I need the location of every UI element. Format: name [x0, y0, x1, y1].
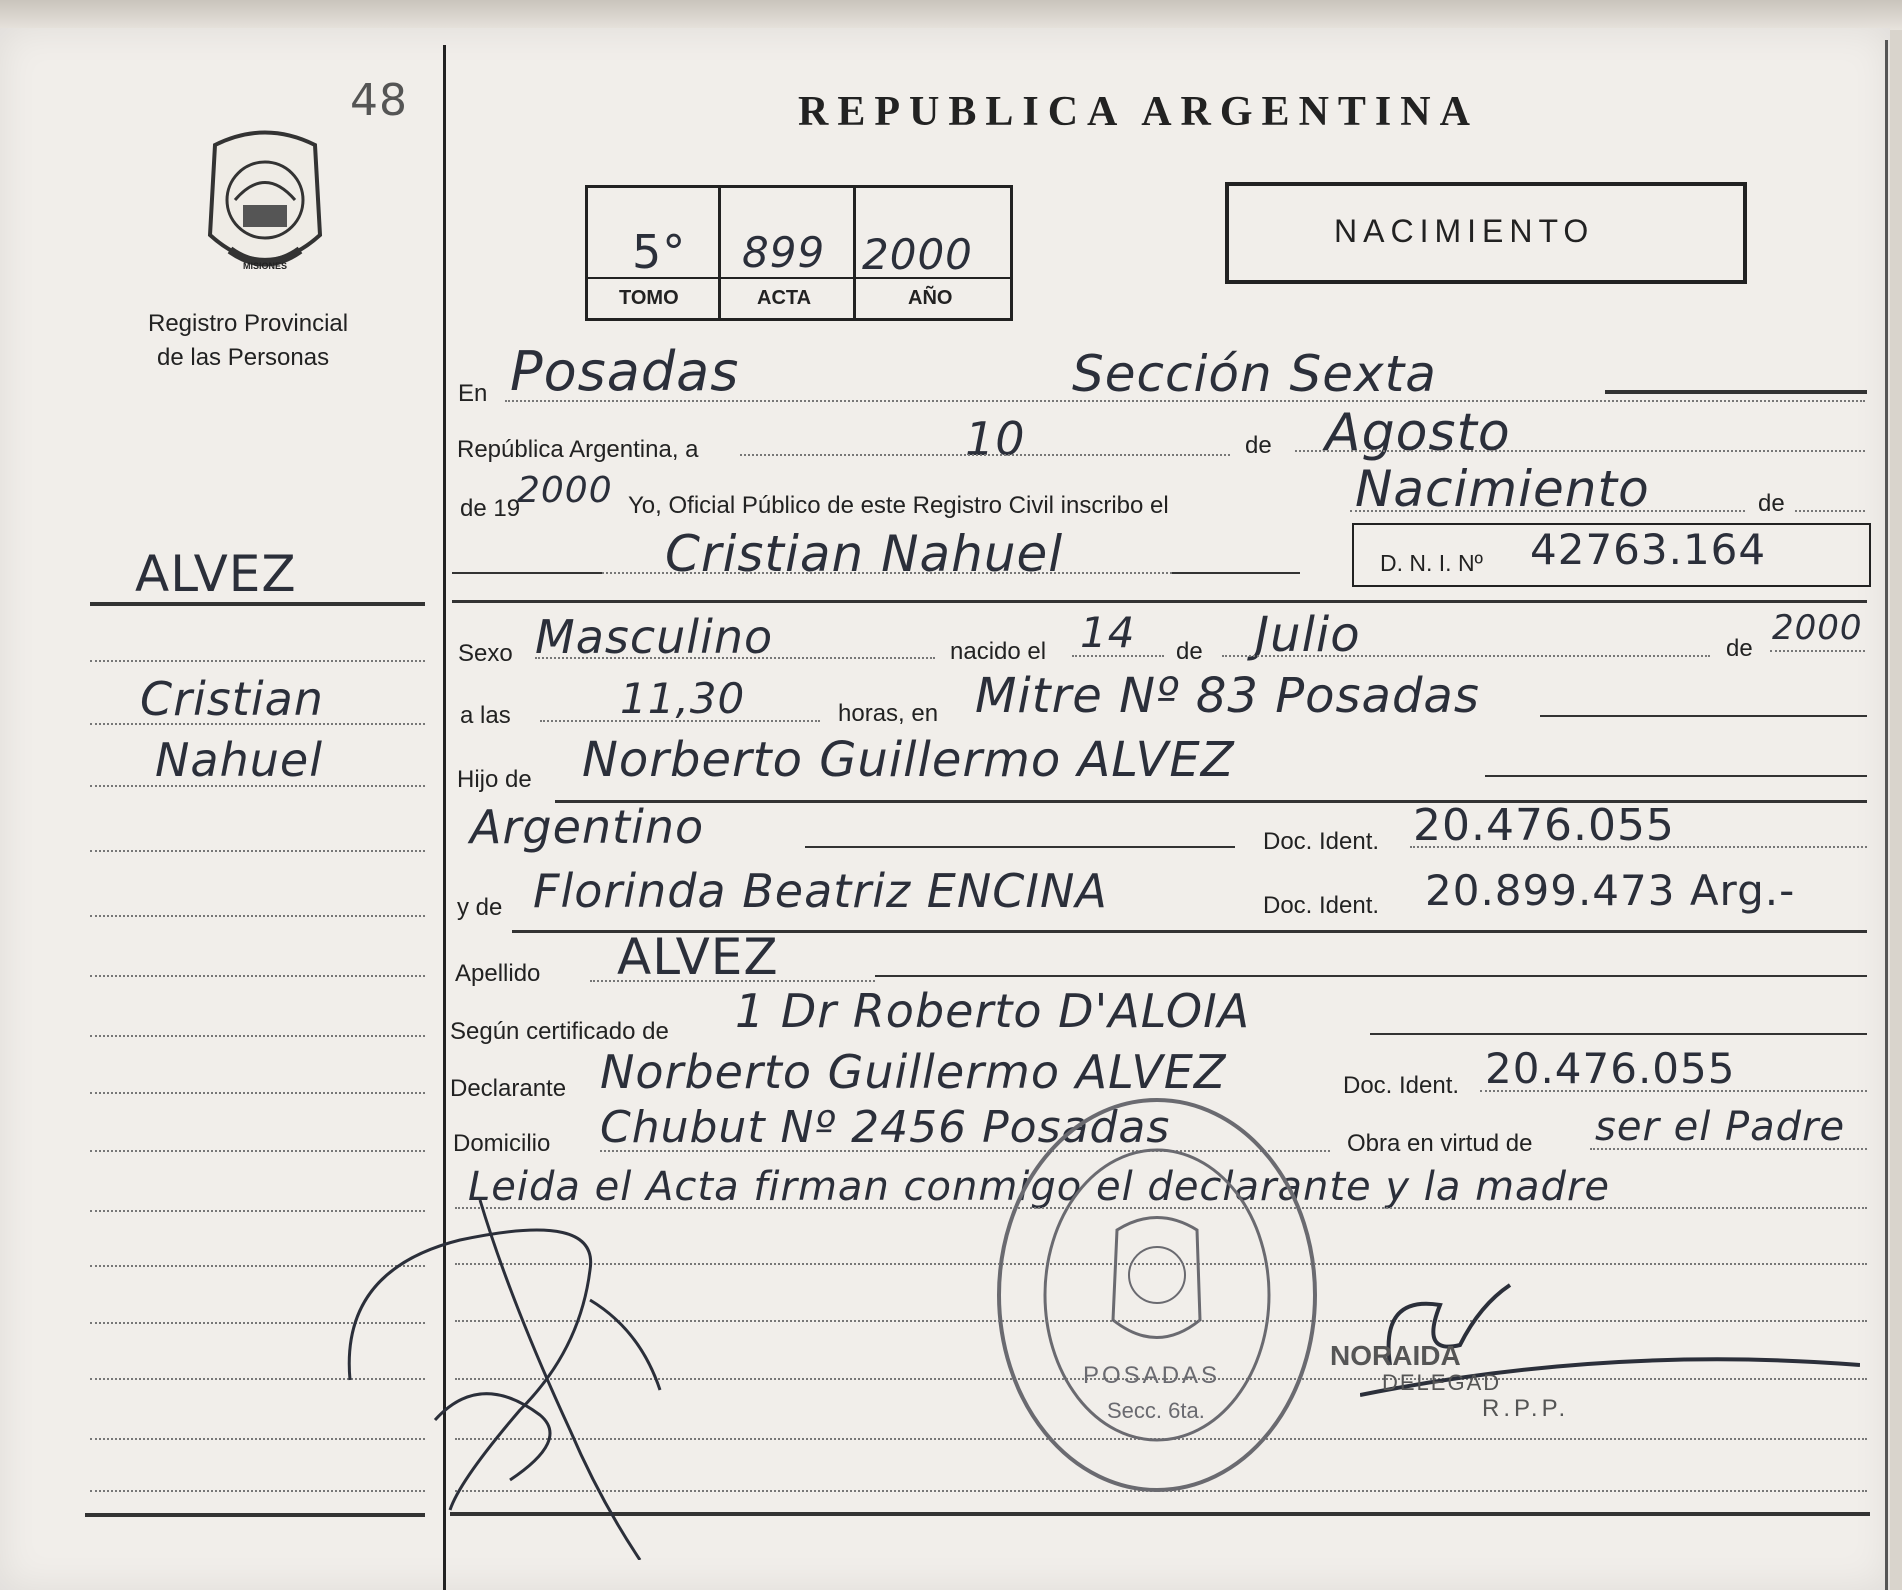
form-rule — [805, 846, 1235, 848]
page-number: 48 — [350, 75, 408, 126]
year: 2000 — [517, 470, 613, 511]
record-type: NACIMIENTO — [1334, 213, 1595, 249]
y-de-label: y de — [457, 894, 503, 921]
official-name-stamp: NORAIDA — [1330, 1340, 1461, 1371]
form-section-rule — [452, 600, 1867, 603]
form-rule — [1295, 450, 1865, 452]
right-edge-line — [1885, 40, 1888, 1590]
republica-label: República Argentina, a — [457, 436, 699, 463]
declarante-label: Declarante — [450, 1075, 567, 1102]
doc-ident-label-2: Doc. Ident. — [1263, 892, 1380, 919]
form-rule — [602, 572, 1172, 574]
left-surname: ALVEZ — [135, 545, 297, 603]
birth-year: 2000 — [1772, 608, 1863, 648]
act-type: Nacimiento — [1355, 460, 1650, 518]
father-doc: 20.476.055 — [1413, 800, 1675, 851]
left-rule — [90, 785, 425, 787]
de-label-3: de — [1176, 638, 1203, 665]
declarant-signature — [340, 1180, 740, 1560]
form-rule — [1072, 655, 1164, 657]
form-rule — [1480, 1090, 1867, 1092]
doc-ident-label: Doc. Ident. — [1263, 828, 1380, 855]
a-las-label: a las — [460, 702, 511, 729]
registry-name-line1: Registro Provincial — [148, 310, 349, 337]
form-rule — [535, 657, 935, 659]
record-box-divider — [853, 185, 856, 319]
official-role-stamp: DELEGAD — [1382, 1370, 1502, 1395]
apellido-label: Apellido — [455, 960, 541, 987]
birth-day: 14 — [1080, 608, 1136, 657]
form-rule — [1770, 650, 1865, 652]
form-rule — [540, 720, 820, 722]
left-rule — [90, 1092, 425, 1094]
nacido-label: nacido el — [950, 638, 1047, 665]
left-rule — [90, 723, 425, 725]
dni-label: D. N. I. Nº — [1380, 550, 1483, 576]
tomo-label: TOMO — [619, 287, 679, 309]
left-given-name-2: Nahuel — [155, 733, 323, 787]
form-rule — [1410, 846, 1867, 848]
handwritten-stroke — [1605, 390, 1867, 394]
left-rule — [90, 850, 425, 852]
obra-label: Obra en virtud de — [1347, 1130, 1533, 1157]
official-org-stamp: R.P.P. — [1482, 1395, 1570, 1422]
form-rule — [1590, 1148, 1867, 1150]
registry-seal — [985, 1085, 1330, 1505]
domicilio-value: Chubut Nº 2456 Posadas — [600, 1102, 1171, 1153]
year-prefix-label: de 19 — [460, 495, 521, 522]
form-rule — [875, 975, 1867, 977]
horas-label: horas, en — [838, 700, 939, 727]
left-rule — [90, 975, 425, 977]
domicilio-label: Domicilio — [453, 1130, 551, 1157]
registry-name-line2: de las Personas — [157, 344, 330, 371]
left-given-name-1: Cristian — [140, 672, 324, 726]
anio-label: AÑO — [908, 287, 953, 309]
tomo-value: 5° — [632, 225, 687, 279]
page-top-edge — [0, 0, 1902, 30]
certificado-label: Según certificado de — [450, 1018, 669, 1045]
section: Sección Sexta — [1072, 345, 1437, 403]
obra-value: ser el Padre — [1595, 1104, 1846, 1150]
acta-label: ACTA — [757, 287, 812, 309]
form-rule — [505, 400, 1865, 402]
apellido-value: ALVEZ — [617, 928, 779, 986]
form-rule — [1350, 510, 1745, 512]
declarante-doc: 20.476.055 — [1485, 1044, 1736, 1093]
form-rule — [1540, 715, 1867, 717]
registered-name: Cristian Nahuel — [665, 525, 1064, 583]
mother-name: Florinda Beatriz ENCINA — [533, 864, 1108, 918]
place: Posadas — [510, 340, 740, 403]
sexo-value: Masculino — [535, 610, 774, 664]
month: Agosto — [1325, 403, 1511, 463]
form-rule — [740, 454, 1230, 456]
day: 10 — [965, 412, 1026, 466]
anio-value: 2000 — [862, 230, 973, 279]
birth-month: Julio — [1255, 607, 1361, 663]
birth-hour: 11,30 — [620, 674, 746, 723]
page-title: REPUBLICA ARGENTINA — [798, 89, 1479, 135]
left-rule — [90, 1035, 425, 1037]
seal-city: POSADAS — [1083, 1362, 1221, 1389]
doc-ident-label-3: Doc. Ident. — [1343, 1072, 1460, 1099]
left-rule — [90, 1150, 425, 1152]
form-rule — [1370, 1033, 1867, 1035]
logo-bottom-text: MISIONES — [243, 261, 288, 271]
form-rule — [1795, 510, 1865, 512]
left-rule — [90, 660, 425, 662]
form-rule — [1172, 572, 1300, 574]
inscribo-label: Yo, Oficial Público de este Registro Civil inscribo el — [628, 492, 1169, 519]
de-label-2: de — [1758, 490, 1785, 517]
hijo-label: Hijo de — [457, 766, 532, 793]
form-rule — [452, 572, 602, 574]
form-rule — [1222, 655, 1710, 657]
left-surname-rule — [90, 602, 425, 606]
left-rule — [90, 915, 425, 917]
reading-statement: Leida el Acta firman conmigo el declarante y la madre — [468, 1164, 1611, 1210]
father-nationality: Argentino — [470, 800, 705, 854]
dni-value: 42763.164 — [1530, 525, 1767, 574]
birth-place: Mitre Nº 83 Posadas — [975, 668, 1480, 724]
record-box-divider — [718, 185, 721, 319]
declarante-name: Norberto Guillermo ALVEZ — [600, 1045, 1227, 1099]
form-rule — [590, 980, 875, 982]
de-19-label: de — [1726, 635, 1753, 662]
certificado-value: 1 Dr Roberto D'ALOIA — [735, 984, 1251, 1038]
form-rule — [1485, 775, 1867, 777]
mother-doc: 20.899.473 Arg.- — [1425, 866, 1796, 915]
father-name: Norberto Guillermo ALVEZ — [582, 732, 1235, 788]
de-label: de — [1245, 432, 1272, 459]
en-label: En — [458, 380, 488, 407]
sexo-label: Sexo — [458, 640, 513, 667]
acta-value: 899 — [742, 228, 826, 277]
seal-section: Secc. 6ta. — [1107, 1398, 1205, 1423]
